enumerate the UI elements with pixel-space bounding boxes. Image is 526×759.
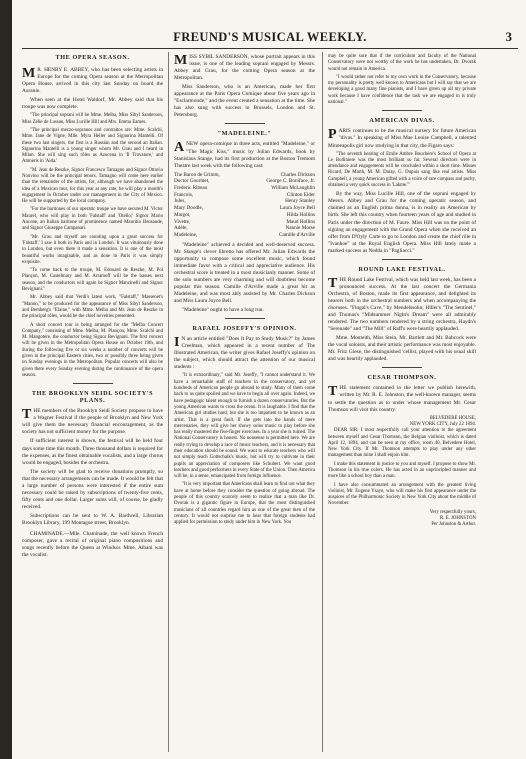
joseffy-continued-paragraph: "I would rather not refer to my own work in the Conservatory, because my personality is pretty well known to Americans but I will say that we are developing a good many fine pianists, and I have given up all my private work because I have confidence that the task we are engaged in is truly national." — [328, 74, 476, 106]
seidl-paragraph — [22, 408, 163, 436]
cast-performer: Charles Dickson — [280, 171, 315, 178]
page-number: 3 — [505, 29, 512, 44]
opera-season-paragraph: "The principal mezzo-sopranos and contraltos are: Mme. Scalchi, Mme. Jane de Vigne, Mlle. Myra Heller and Signorina Mantelli. Of these two last singers, the first is a Russian and the second an Italian. Signorina Mantelli is a young singer whom Mr. Grau and I heard in Milan. She will sing such rôles as Azucena in 'Il Trovatore,' and Amneris in 'Aida.' — [22, 127, 163, 165]
section-rule — [225, 123, 265, 124]
opera-season-paragraph: "M. Jean de Reszke, Signor Francesco Tamagno and Signor Ottavio Nouvino will be the principal tenors. Tamagno will come here earlier than the remainder of the artists, for, although we have abandoned the idea of a Mexican tour, for this year at any rate, he will play a month's engagement in October under our management in the City of Mexico. He will be supported by the local company. — [22, 167, 163, 205]
opera-season-paragraph: A short concert tour is being arranged for the "Melba Concert Company," consisting of Mme. Melba, M. Plançon, Mme. Scalchi and M. Mangotere, the conductor being Signor Bevignani. The first concert will be given in the Metropolitan Opera House on October 19th, and during the following five or six weeks a number of concerts will be given in the principal Eastern cities, two or possibly three being given on Sunday evenings in the Metropolitan. Popular concerts will also be given there every Sunday evening during the continuance of the opera season. — [22, 322, 163, 378]
section-rule — [73, 383, 113, 384]
madeleine-heading: "MADELEINE." — [217, 130, 272, 138]
cast-performer: Nannie Morse — [285, 225, 315, 232]
cast-role: Doctor Gourmet, — [174, 178, 210, 185]
cesar-thompson-heading: CESAR THOMPSON. — [367, 374, 437, 382]
opera-season-paragraph: "The principal soprani will be Mme. Melba, Miss Sibyl Sanderson, Miss Zélie de Lussan, Miss Lucille Hill and Mrs. Emma Eames. — [22, 113, 163, 125]
divas-paragraph: By the way, Miss Lucille Hill, one of the soprani engaged by Messrs. Abbey and Grau for the coming operatic season, and claimed as an English prima donna, is in reality an American by birth. She left this country when fourteen years of age and studied in Paris under the direction of M. Faure. Miss Hill was on the point of signing an engagement with the Grand Opera when she received an offer from D'Oyly Carte to go to London and create the chief rôle in "Ivanhoe" at the Royal English Opera. Miss Hill lately made a marked success as Nedda in "Pagliacci." — [328, 191, 476, 254]
american-divas-heading: AMERICAN DIVAS. — [369, 117, 435, 125]
section-rule — [225, 318, 265, 319]
cast-row — [174, 198, 315, 205]
drop-cap: T — [328, 384, 338, 400]
madeleine-paragraph: "Madeleine" ought to have a long run. — [182, 307, 264, 314]
cast-list — [174, 172, 315, 239]
cast-performer: Laura Joyce Bell — [279, 205, 315, 212]
drop-cap: P — [328, 127, 337, 143]
letter-signature: R. E. JOHNSTON — [440, 516, 476, 522]
opera-season-paragraph: "To come back to the troupe, M. Edouard de Reszke, M. Pol Plançon, M. Castelmary and M. Arramoff will be the basses next season, and the conductors will again be Signor Mancinelli and Signor Bevignani." — [22, 268, 163, 293]
drop-cap: A — [174, 140, 185, 156]
johnston-letter — [328, 416, 476, 529]
masthead — [22, 30, 518, 46]
cast-role: Jules, — [174, 198, 186, 205]
paragraph-text: HE Round Lake Festival, which was held last week, has been a pronounced success. At the last concert the Germania Orchestra, of Boston, made its first appearance, and delighted its hearers both in the orchestral numbers and when accompanying the choruses. "Fingal's Cave," by Mendelssohn; Hiller's "The Sentinel," and Thomas's "Midsummer Night's Dream" were all admirably rendered. The two numbers rendered by a string orchestra, Haydn's "Serenade" and "The Mill" of Raff's were heartily applauded. — [328, 276, 476, 333]
drop-cap: T — [328, 275, 338, 291]
cast-performer: Henry Stanley — [285, 198, 315, 205]
opera-season-paragraph: "Mr. Grau and myself are counting upon a great success for 'Falstaff.' I saw it both in Paris and in London. It was vituinously done in London, but even there it made a sensation. It is one of the most beautiful works imaginable, and as done in Paris it was simply exquisite. — [22, 234, 163, 265]
opera-season-paragraph — [22, 67, 163, 95]
seidl-paragraph: Subscriptions can be sent to W. A. Bardwell, Librarian Brooklyn Library, 199 Montague street, Brooklyn. — [22, 512, 163, 526]
cast-performer: George C. Boniface, Jr. — [266, 178, 315, 185]
cast-role: Adèle, — [174, 225, 188, 232]
paragraph-text: NEW opera-comique in three acts, entitled "Madeleine," or "The Magic Kiss," music by Julian Edwards, book by Stanislaus Stange, had its first production at the Boston Tremont Theatre last week with the following cast: — [174, 141, 315, 169]
drop-cap: M — [22, 66, 36, 82]
divas-paragraph — [328, 128, 476, 149]
cast-role: Mary Doodle, — [174, 205, 204, 212]
page-edge-bar — [0, 0, 12, 759]
column-divider-2 — [322, 52, 323, 752]
section-rule — [382, 110, 422, 111]
joseffy-paragraph: "It is very important that Americans shall learn to find out what they have at home before they consider the question of going abroad. The people of this country scarcely seem to realize that a man like Dr. Dvorak is a gigantic figure in Europe, that the most distinguished musicians of all countries regard him as one of the great men of the century. It would not surprise me to hear that foreign students had applied for permission to study under him in New York. You — [174, 482, 315, 526]
column-2 — [174, 54, 315, 529]
cast-row — [174, 185, 315, 192]
letter-paragraph: I make this statement in justice to you and myself. I propose to show Mr. Thomson in his true colors. He has acted in an unprincipled manner and more like a school boy than a man. — [328, 461, 476, 480]
letter-paragraph: I have also consummated an arrangement with the greatest living violinist, Mr. Eugene Ysaye, who will make his first appearance under the auspices of the Philharmonic Society in New York City about the middle of November. — [328, 482, 476, 507]
cast-row — [174, 192, 315, 199]
column-1 — [22, 54, 163, 561]
sanderson-paragraph: Miss Sanderson, who is an American, made her first appearance at the Paris Opera Comique about five years ago in "Esclarmonde," and the event created a sensation at the time. She has also sung with success in Brussels, London and St. Petersburg. — [174, 84, 315, 119]
cast-role: Vivette, — [174, 218, 191, 225]
cast-performer: Clinton Elder — [286, 191, 315, 198]
cast-row — [174, 225, 315, 232]
cast-role: The Baron de Grimm, — [174, 171, 220, 178]
divas-quote: "The seventh hearing of Emile Ambre Bouchère's School of Opera at Le Bolliniere was the most brilliant so far. Several directors were in attendance and engagements will be concluded within a short time. Misses Ricard, De Marth, M. M. Daray, G. Dupuis sang like real artists. Miss Campbell, a young American gifted with a voice of rare compass and purity, obtained a very quick success in 'Lakme.'" — [328, 151, 476, 189]
paragraph-text: HE members of the Brooklyn Seidl Society propose to have a Wagner Festival if the people of Brooklyn and New York will give them the necessary financial encouragement, as the society has not sufficient money for the purpose. — [22, 408, 163, 436]
cast-role: Francois, — [174, 191, 194, 198]
paragraph-text: N an article entitled "Does It Pay to Study Music?" by James Creelman, which appeared in a recent number of The Illustrated American, the writer gives Rafael Joseffy's opinion on the subject, which should attract the attention of our musical students : — [174, 336, 315, 371]
cast-row — [174, 232, 315, 239]
paragraph-text: HE statement contained in the letter we publish herewith, written by Mr. R. E. Johnston, the well-known manager, seems to settle the question as to under whose management Mr. Cesar Thomson will visit this country. — [328, 385, 476, 413]
opera-season-paragraph: "For the baritones of our operatic troupe we have secured M. Victor Maurel, who will play in both 'Falstaff' and 'Otello;' Signor Mario Ancone, an Italian baritone of prominence named Mauritio Bensaude, and Signor Giuseppe Campanari. — [22, 207, 163, 232]
drop-cap: M — [174, 53, 188, 68]
column-divider-1 — [168, 52, 169, 752]
seidl-paragraph: If sufficient interest is shown, the festival will be held four days some time this month. Three thousand dollars is required for the expenses, as the finest obtainable vocalists, and a large chorus would be engaged, besides the orchestra. — [22, 438, 163, 466]
masthead-title: FREUND'S MUSICAL WEEKLY. — [173, 30, 367, 44]
letter-paragraph: DEAR SIR: I most respectfully call your attention to the agreement between myself and Cesar Thomson, the Belgian violinist, which is dated April 12, 1894, and can be seen at my office, room 40, Belvedere Hotel, New York City. If Mr. Thomson attempts to play under any other management than mine I shall enjoin him. — [328, 428, 476, 459]
opera-season-heading: THE OPERA SEASON. — [55, 54, 130, 61]
letter-closing: Very respectfully yours, — [429, 509, 476, 515]
drop-cap: I — [174, 335, 180, 351]
cast-row — [174, 212, 315, 219]
column-3 — [328, 54, 476, 529]
paragraph-text: ISS SYBIL SANDERSON, whose portrait appears in this issue, is one of the leading soprani engaged by Messrs. Abbey and Grau, for the coming Opera season at the Metropolitan. — [174, 54, 315, 82]
section-rule — [382, 259, 422, 260]
joseffy-paragraph: "It is extraordinary," said Mr. Joseffy, "I cannot understand it. We have a remarkable staff of teachers in the conservatory, and yet hundreds of American people go abroad to study. Many of them come back to us quite spoiled and we have to begin all over again. Indeed, we have pedagogic talent enough to furnish a dozen conservatories. But the young American wants to cross the ocean. It is laughable. I find that the American girl studies hard, but she is too impatient to be known as an artist. That is a great fault. If she gets into the hands of mere mercenaries, they will give her showy solos music to play before she has really mastered the five-finger exercises. In a year she is ruined. The National Conservatory is honest. No nonsense is permitted here. We are really trying to develop a race of music teachers, and it is necessary that their education should be sound. We want to educate teachers who will not simply teach Gottschalk's music, but will try to cultivate in their pupils an appreciation of composers like Schubert. We want good teachers and good performers in every State of the Union. Then America will be, in a sense, emancipated from foreign influence. — [174, 373, 315, 480]
cast-role: Margot, — [174, 211, 191, 218]
opera-season-paragraph: Mr. Abbey said that Verdi's latest work, "Falstaff," Massenet's "Manon," to be produced for the appearance of Miss Sibyl Sanderson, and Bemberg's "Elaine," with Mme. Melba and Mr. Jean de Reszke in the principal rôles, would be the chief novelties presented. — [22, 295, 163, 320]
masthead-rule — [22, 48, 518, 49]
cast-role: Frederic Ribeau — [174, 185, 208, 192]
joseffy-paragraph — [174, 336, 315, 371]
seidl-paragraph: The society will be glad to receive donations promptly, so that the necessary arrangements can be made. It would be felt that a large number of persons were interested if the entire sum necessary could be raised by subscriptions of twenty-five cents, fifty cents and one dollar. Larger sums will, of course, be gladly received. — [22, 468, 163, 510]
joseffy-continued-paragraph: may be quite sure that if the curriculum and faculty of the National Conservatory were not worthy of the work he has undertaken, Dr. Dvorak would not remain in America. — [328, 54, 476, 72]
cast-list-body — [174, 172, 315, 239]
cast-role: Madeleine, — [174, 231, 198, 238]
joseffy-heading: RAFAEL JOSEFFY'S OPINION. — [192, 325, 297, 333]
madeleine-paragraph — [174, 141, 315, 169]
cast-row — [174, 205, 315, 212]
round-lake-heading: ROUND LAKE FESTIVAL. — [358, 265, 446, 273]
chaminade-note: CHAMINADE.—Mlle. Chaminade, the well known French composer, gave a recital of original piano compositions and songs recently before the Queen at Windsor. Mme. Albani was the vocalist. — [22, 531, 163, 559]
cast-performer: Maud Hollins — [286, 218, 315, 225]
paragraph-text: ARIS continues to be the musical nursery for future American "divas." In speaking of Miss Mae Louise Campbell, a talented Minneapolis girl now studying in that city, the Figaro says: — [328, 128, 476, 149]
cast-row — [174, 178, 315, 185]
cast-performer: William McLaughlin — [271, 185, 315, 192]
section-rule — [382, 367, 422, 368]
letter-address: BELVEDERE HOUSE, — [429, 415, 476, 421]
madeleine-paragraph: "Madeleine" achieved a decided and well-deserved success. Mr. Stange's clever libretto has offered Mr. Julian Edwards the opportunity to compose some excellent music, which found immediate favor with a critical and appreciative audience. His orchestral score is treated in a most musicianly manner. Some of the solo numbers are very charming and will doubtless become popular this season. Camille d'Arville made a great hit as Madeleine, and was most ably assisted by Mr. Charles Dickson and Miss Laura Joyce Bell. — [174, 241, 315, 305]
round-lake-paragraph: Mme. Monteith, Miss Stein, Mr. Bartlett and Mr. Babcock were the vocal soloists, and their artistic performance was most enjoyable. Mr. Fritz Giese, the distinguished 'cellist, played with his usual skill and was heartily applauded. — [328, 335, 476, 363]
thompson-paragraph — [328, 385, 476, 413]
paragraph-text: R. HENRY E. ABBEY, who has been selecting artists in Europe for the coming Opera season at the Metropolitan Opera House, arrived in this city last Sunday on board the Auranie. — [22, 67, 163, 95]
round-lake-paragraph — [328, 277, 476, 333]
opera-season-paragraph: When seen at the Hotel Waldorf, Mr. Abbey said that his troupe was now complete. — [22, 97, 163, 111]
cast-performer: Hilda Hollins — [286, 211, 315, 218]
cast-performer: Camille d'Arville — [279, 231, 315, 238]
sanderson-paragraph — [174, 54, 315, 82]
cast-row — [174, 219, 315, 226]
drop-cap: T — [22, 407, 32, 423]
letter-signature-firm: Per Johnston & Arthur. — [431, 522, 476, 528]
letter-date: NEW YORK CITY, July 22 1894. — [409, 421, 476, 427]
seidl-society-heading: THE BROOKLYN SEIDL SOCIETY'S PLANS. — [31, 390, 154, 405]
